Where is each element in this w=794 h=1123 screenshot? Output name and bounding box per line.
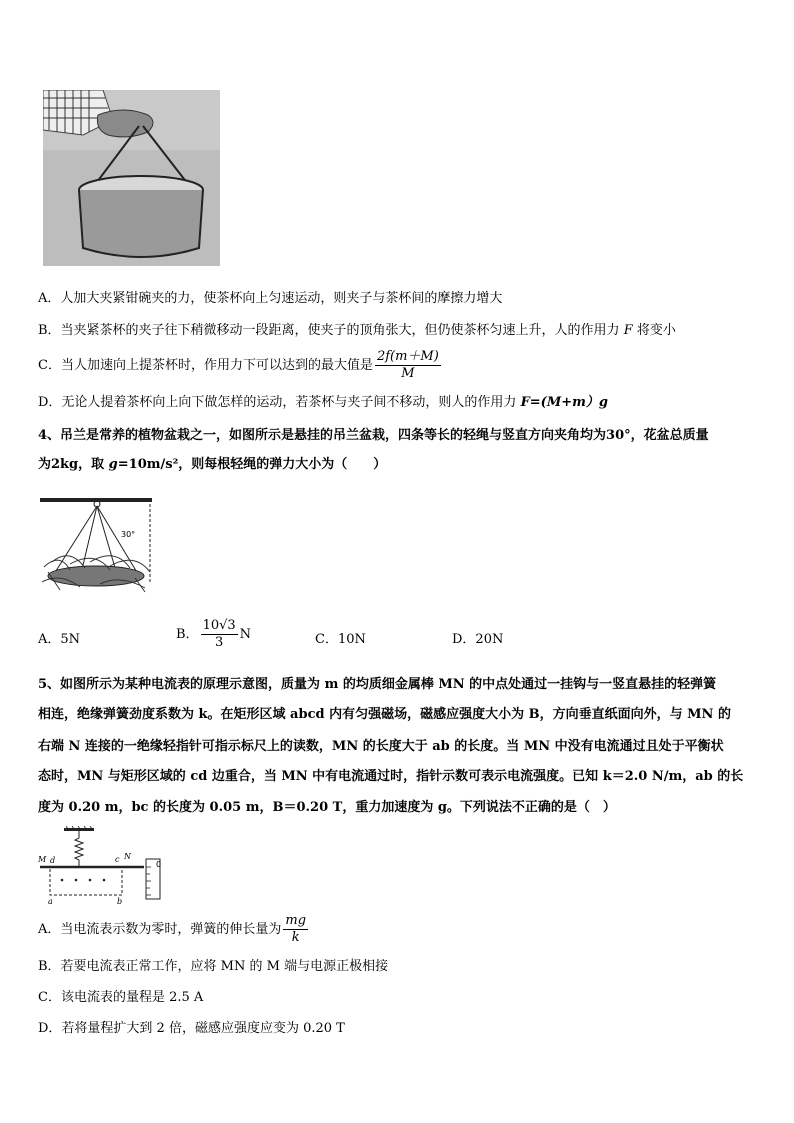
q5-stem-line-5: 度为 0.20 m，bc 的长度为 0.05 m，B＝0.20 T，重力加速度为 g。下列说法不正确的是（ ）: [38, 800, 616, 815]
angle-label: 30°: [121, 530, 136, 539]
q5-stem-line-4: 态时，MN 与矩形区域的 cd 边重合，当 MN 中有电流通过时，指针示数可表示电流强度。已知 k＝2.0 N/m，ab 的长: [38, 769, 744, 784]
label-a: a: [48, 897, 53, 906]
teacup-clamp-photo: [43, 90, 220, 266]
scale-zero-label: 0: [156, 860, 162, 869]
q3-option-c: C．当人加速向上提茶杯时，作用力下可以达到的最大值是 $\frac{2f(m+M)}{M}$: [38, 349, 439, 381]
q4-option-b: B． $\frac{10√3}{3}$ N: [176, 618, 252, 650]
label-c: c: [115, 855, 120, 864]
label-m: M: [38, 855, 47, 864]
q3-option-d: D．无论人提着茶杯向上向下做怎样的运动，若茶杯与夹子间不移动，则人的作用力 F=(M+m）g: [38, 395, 608, 410]
q5-option-a: A．当电流表示数为零时，弹簧的伸长量为 $\frac{mg}{k}$: [38, 913, 307, 945]
teacup-clamp-illustration: [43, 90, 220, 266]
hanging-plant-figure: [40, 492, 155, 599]
q5-option-a-fraction: $\frac{mg}{k}$: [285, 913, 307, 945]
label-n: N: [124, 852, 131, 861]
q4-option-d: D．20N: [452, 632, 504, 647]
q5-stem-line-2: 相连，绝缘弹簧劲度系数为 k。在矩形区域 abcd 内有匀强磁场，磁感应强度大小为 B，方向垂直纸面向外，与 MN 的: [38, 707, 731, 722]
q5-option-b: B．若要电流表正常工作，应将 MN 的 M 端与电源正极相接: [38, 959, 389, 974]
q3-option-b: B．当夹紧茶杯的夹子往下稍微移动一段距离，使夹子的顶角张大，但仍使茶杯匀速上升，人的作用力 F 将变小: [38, 323, 676, 338]
ammeter-diagram: [38, 826, 168, 912]
q4-stem-line-2: 为2kg，取 g=10m/s²，则每根轻绳的弹力大小为（ ）: [38, 457, 387, 472]
q5-stem-line-3: 右端 N 连接的一绝缘轻指针可指示标尺上的读数，MN 的长度大于 ab 的长度。当 MN 中没有电流通过且处于平衡状: [38, 739, 724, 754]
q5-stem-line-1: 5、如图所示为某种电流表的原理示意图，质量为 m 的均质细金属棒 MN 的中点处通过一挂钩与一竖直悬挂的轻弹簧: [38, 677, 717, 692]
q4-option-c: C．10N: [315, 632, 366, 647]
q3-option-c-fraction: $\frac{2f(m+M)}{M}$: [376, 349, 439, 381]
q4-stem-line-1: 4、吊兰是常养的植物盆栽之一，如图所示是悬挂的吊兰盆栽，四条等长的轻绳与竖直方向夹角均为30°，花盆总质量: [38, 428, 709, 443]
q4-option-b-fraction: $\frac{10√3}{3}$: [202, 618, 236, 650]
q5-option-d: D．若将量程扩大到 2 倍，磁感应强度应变为 0.20 T: [38, 1021, 345, 1036]
label-b: b: [117, 897, 123, 906]
q3-option-a: A．人加大夹紧钳碗夹的力，使茶杯向上匀速运动，则夹子与茶杯间的摩擦力增大: [38, 291, 503, 306]
label-d: d: [50, 856, 56, 865]
q4-option-a: A．5N: [38, 632, 81, 647]
q5-option-c: C．该电流表的量程是 2.5 A: [38, 990, 204, 1005]
